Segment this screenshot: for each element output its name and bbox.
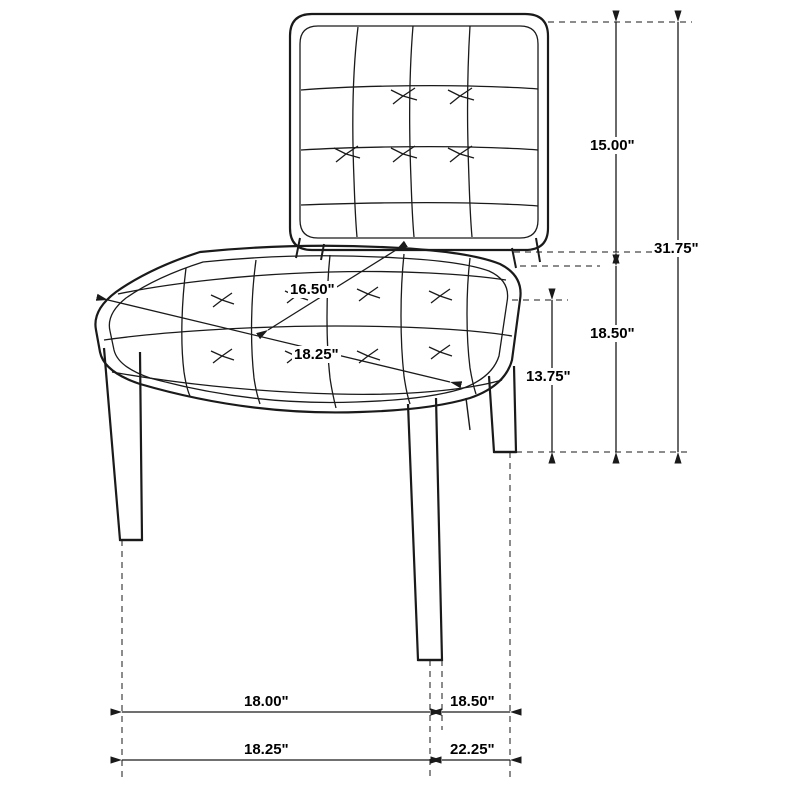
dim-label-overall-depth: 22.25" [450,741,495,758]
seat-tufting [104,254,512,408]
dim-label-seat-to-top: 18.50" [590,325,635,342]
backrest-tufting-grid [301,26,538,237]
dim-label-back-height: 15.00" [590,137,635,154]
dim-label-overall-width: 18.25" [244,741,289,758]
chair-seat-cushion [95,246,520,413]
dim-label-leg-span-front: 18.00" [244,693,289,710]
dim-label-leg-span-side: 18.50" [450,693,495,710]
dim-label-seat-width: 18.25" [294,346,339,363]
dim-label-seat-height: 13.75" [526,368,571,385]
chair-legs [104,348,516,660]
dimline-seat-width [108,300,450,382]
dimension-lines [108,22,678,760]
dim-label-overall-height: 31.75" [654,240,699,257]
chair-backrest [290,14,548,250]
backrest-to-seat-supports [296,238,540,268]
dim-label-seat-depth: 16.50" [290,281,335,298]
